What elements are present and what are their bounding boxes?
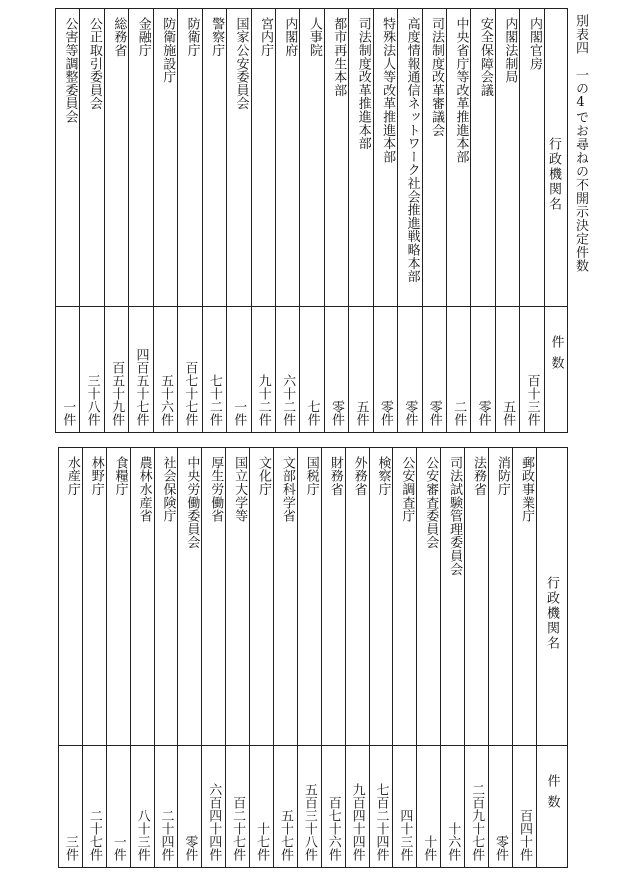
agency-name: 司法試験管理委員会 — [447, 456, 463, 576]
agency-row — [56, 9, 568, 307]
agency-name: 文化庁 — [256, 456, 272, 496]
count-cell — [398, 307, 422, 433]
count-value: 零件 — [475, 400, 491, 426]
agency-cell — [489, 448, 513, 746]
agency-cell — [227, 9, 251, 307]
count-cell — [59, 746, 83, 868]
disclosure-table-2 — [58, 447, 568, 868]
agency-name: 食糧庁 — [112, 456, 128, 496]
agency-cell — [349, 9, 373, 307]
agency-header: 行政機関名 — [544, 576, 559, 651]
agency-cell — [417, 448, 441, 746]
count-value: 八十三件 — [134, 809, 150, 861]
agency-header-cell — [537, 448, 568, 746]
count-value: 九十二件 — [255, 374, 271, 426]
agency-cell — [471, 9, 495, 307]
count-cell — [178, 307, 202, 433]
agency-name: 公害等調整委員会 — [62, 17, 78, 124]
agency-cell — [520, 9, 545, 307]
agency-name: 法務省 — [471, 456, 487, 496]
agency-name: 中央労働委員会 — [184, 456, 200, 550]
agency-cell — [178, 448, 202, 746]
agency-cell — [398, 9, 422, 307]
count-value: 三件 — [62, 835, 78, 861]
count-header-cell — [537, 746, 568, 868]
agency-cell — [345, 448, 369, 746]
agency-name: 国家公安委員会 — [233, 17, 249, 111]
count-cell — [154, 746, 178, 868]
count-cell — [82, 746, 106, 868]
count-cell — [106, 746, 130, 868]
agency-cell — [321, 448, 345, 746]
agency-name: 司法制度改革推進本部 — [355, 17, 371, 150]
count-value: 百七十七件 — [182, 361, 198, 426]
count-value: 百五十九件 — [109, 361, 125, 426]
count-cell — [129, 307, 153, 433]
count-cell — [56, 307, 80, 433]
agency-cell — [82, 448, 106, 746]
count-value: 二十七件 — [86, 809, 102, 861]
count-header: 件数 — [548, 335, 564, 377]
agency-name: 厚生労働省 — [208, 456, 224, 523]
count-cell — [345, 746, 369, 868]
agency-name: 外務省 — [351, 456, 367, 496]
count-header: 件数 — [544, 774, 560, 816]
count-value: 十件 — [421, 835, 437, 861]
agency-name: 防衛施設庁 — [160, 17, 176, 84]
agency-row — [59, 448, 568, 746]
count-value: 十七件 — [254, 822, 270, 861]
agency-name: 公安調査庁 — [399, 456, 415, 523]
agency-name: 都市再生本部 — [331, 17, 347, 97]
count-cell — [441, 746, 465, 868]
count-cell — [369, 746, 393, 868]
agency-cell — [56, 9, 80, 307]
agency-name: 公安審査委員会 — [423, 456, 439, 550]
agency-name: 安全保障会議 — [477, 17, 493, 97]
count-cell — [274, 746, 298, 868]
agency-cell — [154, 448, 178, 746]
count-cell — [300, 307, 324, 433]
agency-name: 防衛庁 — [184, 17, 200, 57]
count-value: 百十三件 — [524, 374, 540, 426]
count-header-cell — [545, 307, 568, 433]
disclosure-table-1 — [55, 8, 568, 433]
agency-cell — [202, 448, 226, 746]
count-cell — [324, 307, 348, 433]
count-cell — [130, 746, 154, 868]
agency-name: 財務省 — [327, 456, 343, 496]
count-cell — [275, 307, 299, 433]
count-value: 百四十件 — [516, 809, 532, 861]
agency-cell — [393, 448, 417, 746]
count-cell — [153, 307, 177, 433]
count-cell — [465, 746, 489, 868]
count-value: 七十二件 — [206, 374, 222, 426]
agency-name: 文部科学省 — [279, 456, 295, 523]
count-value: 五件 — [353, 400, 369, 426]
agency-name: 内閣府 — [282, 17, 298, 57]
agency-cell — [441, 448, 465, 746]
agency-cell — [324, 9, 348, 307]
count-value: 一件 — [231, 400, 247, 426]
agency-name: 内閣官房 — [527, 17, 542, 71]
agency-name: 宮内庁 — [257, 17, 273, 57]
count-cell — [495, 307, 519, 433]
agency-cell — [495, 9, 519, 307]
count-cell — [202, 307, 226, 433]
count-cell — [417, 746, 441, 868]
count-row — [59, 746, 568, 868]
agency-name: 消防庁 — [494, 456, 510, 496]
agency-cell — [251, 9, 275, 307]
count-cell — [202, 746, 226, 868]
count-cell — [178, 746, 202, 868]
agency-name: 農林水産省 — [136, 456, 152, 523]
agency-cell — [104, 9, 128, 307]
count-value: 六百四十四件 — [206, 783, 222, 861]
count-value: 百七十六件 — [325, 796, 341, 861]
count-value: 零件 — [426, 400, 442, 426]
agency-cell — [250, 448, 274, 746]
agency-cell — [80, 9, 104, 307]
agency-cell — [465, 448, 489, 746]
count-value: 四十三件 — [397, 809, 413, 861]
count-value: 四百五十七件 — [133, 348, 149, 426]
agency-cell — [297, 448, 321, 746]
agency-cell — [226, 448, 250, 746]
agency-cell — [106, 448, 130, 746]
agency-name: 人事院 — [306, 17, 322, 57]
count-value: 百二十七件 — [230, 796, 246, 861]
agency-name: 国立大学等 — [232, 456, 248, 523]
agency-name: 特殊法人等改革推進本部 — [380, 17, 396, 164]
agency-header-cell — [545, 9, 568, 307]
agency-name: 金融庁 — [135, 17, 151, 57]
agency-cell — [369, 448, 393, 746]
agency-cell — [373, 9, 397, 307]
count-value: 二百九十七件 — [469, 783, 485, 861]
count-cell — [447, 307, 471, 433]
agency-name: 内閣法制局 — [502, 17, 518, 84]
agency-name: 公正取引委員会 — [86, 17, 102, 111]
agency-name: 中央省庁等改革推進本部 — [453, 17, 469, 164]
count-value: 五十七件 — [277, 809, 293, 861]
count-cell — [349, 307, 373, 433]
count-value: 零件 — [492, 835, 508, 861]
agency-name: 郵政事業庁 — [519, 456, 534, 523]
agency-name: 警察庁 — [209, 17, 225, 57]
count-cell — [489, 746, 513, 868]
count-cell — [373, 307, 397, 433]
agency-name: 社会保険庁 — [160, 456, 176, 523]
agency-cell — [130, 448, 154, 746]
agency-name: 水産庁 — [64, 456, 80, 496]
agency-cell — [274, 448, 298, 746]
count-value: 二十四件 — [158, 809, 174, 861]
agency-cell — [512, 448, 536, 746]
count-value: 一件 — [110, 835, 126, 861]
count-value: 九百四十四件 — [349, 783, 365, 861]
count-value: 十六件 — [445, 822, 461, 861]
count-cell — [297, 746, 321, 868]
count-value: 二件 — [451, 400, 467, 426]
count-value: 五百三十八件 — [301, 783, 317, 861]
count-value: 零件 — [402, 400, 418, 426]
count-cell — [251, 307, 275, 433]
count-value: 零件 — [377, 400, 393, 426]
count-cell — [250, 746, 274, 868]
count-value: 五十六件 — [157, 374, 173, 426]
agency-name: 検察庁 — [375, 456, 391, 496]
agency-cell — [202, 9, 226, 307]
count-value: 六十二件 — [280, 374, 296, 426]
count-cell — [321, 746, 345, 868]
agency-name: 国税庁 — [303, 456, 319, 496]
table-caption: 別表四 一の4でお尋ねの不開示決定件数 — [573, 14, 588, 273]
count-cell — [226, 746, 250, 868]
count-value: 五件 — [500, 400, 516, 426]
agency-header: 行政機関名 — [546, 137, 561, 212]
count-value: 一件 — [60, 400, 76, 426]
count-cell — [80, 307, 104, 433]
count-cell — [104, 307, 128, 433]
count-cell — [471, 307, 495, 433]
count-value: 零件 — [329, 400, 345, 426]
agency-cell — [59, 448, 83, 746]
agency-cell — [422, 9, 446, 307]
count-cell — [520, 307, 545, 433]
agency-cell — [129, 9, 153, 307]
agency-name: 高度情報通信ネットワーク社会推進戦略本部 — [404, 17, 420, 283]
count-cell — [512, 746, 536, 868]
count-value: 七百二十四件 — [373, 783, 389, 861]
agency-name: 林野庁 — [88, 456, 104, 496]
count-value: 零件 — [182, 835, 198, 861]
count-cell — [227, 307, 251, 433]
agency-cell — [178, 9, 202, 307]
count-cell — [393, 746, 417, 868]
agency-name: 司法制度改革審議会 — [429, 17, 444, 137]
agency-cell — [300, 9, 324, 307]
agency-cell — [447, 9, 471, 307]
count-row — [56, 307, 568, 433]
count-value: 七件 — [304, 400, 320, 426]
agency-cell — [153, 9, 177, 307]
agency-name: 総務省 — [111, 17, 127, 57]
count-value: 三十八件 — [84, 374, 100, 426]
agency-cell — [275, 9, 299, 307]
count-cell — [422, 307, 446, 433]
